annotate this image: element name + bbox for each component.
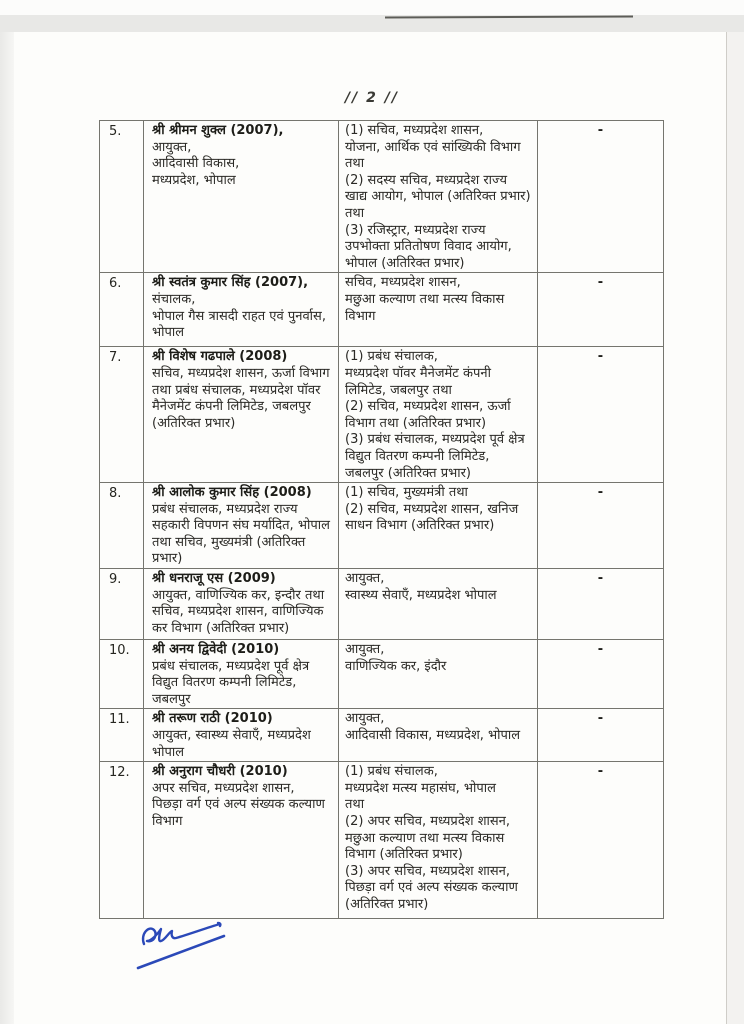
text-line: सहकारी विपणन संघ मर्यादित, भोपाल xyxy=(152,518,330,534)
remark-cell: - xyxy=(538,709,664,762)
table-row xyxy=(100,121,664,273)
text-line: (1) सचिव, मध्यप्रदेश शासन, xyxy=(345,123,484,138)
table-row xyxy=(100,762,664,919)
text-line: विभाग (अतिरिक्त प्रभार) xyxy=(345,847,463,863)
text-line: तथा xyxy=(345,205,365,221)
assignment-cell xyxy=(339,569,538,640)
text-line: खाद्य आयोग, भोपाल (अतिरिक्त प्रभार) xyxy=(345,189,531,205)
assignment-cell xyxy=(339,347,538,483)
remark-cell: - xyxy=(538,483,664,569)
serial-number-cell: 8. xyxy=(100,483,144,569)
text-line: (3) रजिस्ट्रार, मध्यप्रदेश राज्य xyxy=(345,222,486,238)
table-row xyxy=(100,569,664,640)
text-line: भोपाल गैस त्रासदी राहत एवं पुनर्वास, xyxy=(152,308,326,324)
text-line: (2) अपर सचिव, मध्यप्रदेश शासन, xyxy=(345,814,511,829)
officer-name-cell xyxy=(144,709,339,762)
text-line: तथा सचिव, मुख्यमंत्री (अतिरिक्त xyxy=(152,534,306,550)
table-body xyxy=(100,121,664,919)
officer-name-cell xyxy=(144,640,339,709)
text-line: विभाग तथा (अतिरिक्त प्रभार) xyxy=(345,415,487,431)
text-line: तथा xyxy=(345,156,365,172)
table-row xyxy=(100,273,664,347)
scan-top-strip xyxy=(0,0,744,15)
officer-name-cell xyxy=(144,121,339,273)
text-line: विद्युत वितरण कम्पनी लिमिटेड, xyxy=(152,675,297,691)
serial-number-cell: 9. xyxy=(100,569,144,640)
text-line: (1) सचिव, मुख्यमंत्री तथा xyxy=(345,485,468,501)
scan-background-band xyxy=(0,15,744,32)
text-line: भोपाल (अतिरिक्त प्रभार) xyxy=(345,255,465,271)
text-line: मछुआ कल्याण तथा मत्स्य विकास xyxy=(345,830,505,846)
text-line: (2) सदस्य सचिव, मध्यप्रदेश राज्य xyxy=(345,172,508,188)
text-line: सचिव, मध्यप्रदेश शासन, वाणिज्यिक xyxy=(152,604,324,620)
table-row xyxy=(100,640,664,709)
text-line: (अतिरिक्त प्रभार) xyxy=(152,415,236,431)
text-line: मध्यप्रदेश मत्स्य महासंघ, भोपाल xyxy=(345,780,496,796)
text-line: मछुआ कल्याण तथा मत्स्य विकास xyxy=(345,291,505,307)
remark-cell: - xyxy=(538,273,664,347)
text-line: मध्यप्रदेश पॉवर मैनेजमेंट कंपनी xyxy=(345,365,491,381)
text-line: श्री तरूण राठी (2010) xyxy=(152,711,273,727)
serial-number-cell: 10. xyxy=(100,640,144,709)
text-line: (1) प्रबंध संचालक, xyxy=(345,349,438,365)
text-line: (2) सचिव, मध्यप्रदेश शासन, ऊर्जा xyxy=(345,399,511,415)
officer-name-cell xyxy=(144,762,339,919)
remark-cell: - xyxy=(538,569,664,640)
officer-name-cell xyxy=(144,273,339,347)
officer-name-cell xyxy=(144,347,339,483)
table-row xyxy=(100,347,664,483)
text-line: (1) प्रबंध संचालक, xyxy=(345,764,438,780)
text-line: कर विभाग (अतिरिक्त प्रभार) xyxy=(152,620,290,636)
text-line: श्री अनुराग चौधरी (2010) xyxy=(152,764,288,780)
text-line: प्रबंध संचालक, मध्यप्रदेश पूर्व क्षेत्र xyxy=(152,658,310,674)
serial-number-cell: 5. xyxy=(100,121,144,273)
text-line: (अतिरिक्त प्रभार) xyxy=(345,896,429,912)
text-line: वाणिज्यिक कर, इंदौर xyxy=(345,658,447,674)
text-line: जबलपुर (अतिरिक्त प्रभार) xyxy=(345,465,471,481)
assignment-cell xyxy=(339,483,538,569)
text-line: (2) सचिव, मध्यप्रदेश शासन, खनिज xyxy=(345,501,519,517)
text-line: उपभोक्ता प्रतितोषण विवाद आयोग, xyxy=(345,239,512,255)
assignment-cell xyxy=(339,640,538,709)
text-line: योजना, आर्थिक एवं सांख्यिकी विभाग xyxy=(345,139,521,155)
text-line: विभाग xyxy=(152,814,183,829)
text-line: आदिवासी विकास, मध्यप्रदेश, भोपाल xyxy=(345,728,521,744)
text-line: मध्यप्रदेश, भोपाल xyxy=(152,172,236,188)
text-line: श्री श्रीमन शुक्ल (2007), xyxy=(152,123,284,138)
serial-number-cell: 7. xyxy=(100,347,144,483)
remark-cell: - xyxy=(538,762,664,919)
paper-right-edge-shadow xyxy=(726,32,744,1024)
text-line: अपर सचिव, मध्यप्रदेश शासन, xyxy=(152,780,295,796)
text-line: लिमिटेड, जबलपुर तथा xyxy=(345,382,452,398)
text-line: श्री अनय द्विवेदी (2010) xyxy=(152,642,280,658)
text-line: विद्युत वितरण कम्पनी लिमिटेड, xyxy=(345,448,490,464)
signature-ink-strokes xyxy=(138,923,224,968)
text-line: विभाग xyxy=(345,308,376,324)
text-line: तथा xyxy=(345,797,365,813)
text-line: श्री विशेष गढपाले (2008) xyxy=(152,349,288,365)
text-line: जबलपुर xyxy=(152,691,191,707)
text-line: आयुक्त, xyxy=(152,139,192,155)
text-line: प्रबंध संचालक, मध्यप्रदेश राज्य xyxy=(152,501,298,517)
text-line: प्रभार) xyxy=(152,551,183,567)
text-line: आदिवासी विकास, xyxy=(152,156,240,172)
text-line: मैनेजमेंट कंपनी लिमिटेड, जबलपुर xyxy=(152,399,311,415)
text-line: आयुक्त, स्वास्थ्य सेवाएँ, मध्यप्रदेश xyxy=(152,728,311,744)
text-line: पिछड़ा वर्ग एवं अल्प संख्यक कल्याण xyxy=(345,880,518,896)
text-line: श्री स्वतंत्र कुमार सिंह (2007), xyxy=(152,275,309,291)
text-line: स्वास्थ्य सेवाएँ, मध्यप्रदेश भोपाल xyxy=(345,587,497,603)
signature-scribble xyxy=(130,916,242,988)
text-line: श्री धनराजू एस (2009) xyxy=(152,571,276,587)
text-line: श्री आलोक कुमार सिंह (2008) xyxy=(152,485,312,501)
text-line: सचिव, मध्यप्रदेश शासन, ऊर्जा विभाग xyxy=(152,365,330,381)
page-number: // 2 // xyxy=(345,90,399,106)
text-line: आयुक्त, वाणिज्यिक कर, इन्दौर तथा xyxy=(152,587,325,603)
text-line: भोपाल xyxy=(152,325,185,341)
text-line: आयुक्त, xyxy=(345,711,385,727)
text-line: आयुक्त, xyxy=(345,642,385,658)
table-row xyxy=(100,709,664,762)
remark-cell: - xyxy=(538,640,664,709)
text-line: आयुक्त, xyxy=(345,571,385,587)
text-line: भोपाल xyxy=(152,744,185,760)
text-line: (3) अपर सचिव, मध्यप्रदेश शासन, xyxy=(345,863,511,879)
serial-number-cell: 12. xyxy=(100,762,144,919)
text-line: साधन विभाग (अतिरिक्त प्रभार) xyxy=(345,518,495,534)
assignment-cell xyxy=(339,762,538,919)
assignment-cell xyxy=(339,273,538,347)
text-line: पिछड़ा वर्ग एवं अल्प संख्यक कल्याण xyxy=(152,797,325,813)
text-line: तथा प्रबंध संचालक, मध्यप्रदेश पॉवर xyxy=(152,382,321,398)
paper-left-edge-shadow xyxy=(0,32,14,1024)
assignment-cell xyxy=(339,121,538,273)
text-line: (3) प्रबंध संचालक, मध्यप्रदेश पूर्व क्षेत्र xyxy=(345,432,525,448)
serial-number-cell: 11. xyxy=(100,709,144,762)
assignment-cell xyxy=(339,709,538,762)
officer-name-cell xyxy=(144,569,339,640)
table-row xyxy=(100,483,664,569)
remark-cell: - xyxy=(538,121,664,273)
text-line: सचिव, मध्यप्रदेश शासन, xyxy=(345,275,461,291)
serial-number-cell: 6. xyxy=(100,273,144,347)
text-line: संचालक, xyxy=(152,291,196,307)
officials-posting-table xyxy=(99,120,664,919)
remark-cell: - xyxy=(538,347,664,483)
officer-name-cell xyxy=(144,483,339,569)
